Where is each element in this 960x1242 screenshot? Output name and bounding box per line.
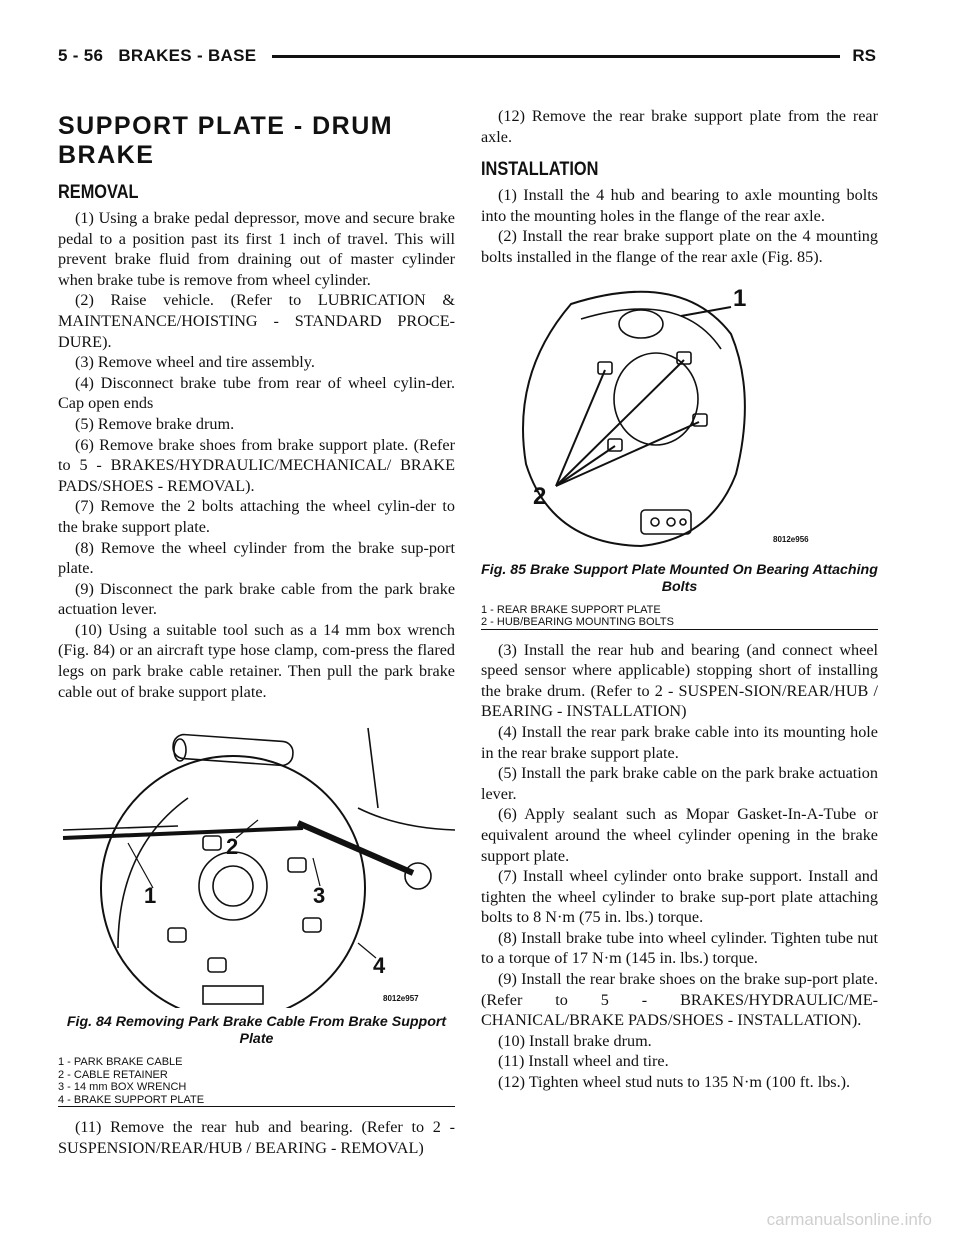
page-header: [58, 46, 876, 72]
removal-step: (11) Remove the rear hub and bearing. (Refer to 2 - SUSPENSION/REAR/HUB / BEARING - REMOVAL): [58, 1118, 455, 1157]
removal-heading: REMOVAL: [58, 182, 139, 203]
fig84-callout-4: 4: [373, 953, 386, 979]
fig85-callout-1: 1: [733, 284, 747, 312]
removal-step: (4) Disconnect brake tube from rear of wheel cylin-der. Cap open ends: [58, 373, 455, 413]
fig85-illustration: [481, 274, 878, 556]
fig85-legend-item: 1 - REAR BRAKE SUPPORT PLATE: [481, 603, 661, 616]
fig84-code: 8012e957: [383, 994, 419, 1004]
removal-step: (12) Remove the rear brake support plate from the rear axle.: [481, 107, 878, 146]
installation-step: (10) Install brake drum.: [498, 1031, 652, 1050]
fig84-legend: [58, 1056, 455, 1107]
fig85-code: 8012e956: [773, 534, 809, 544]
installation-step: (2) Install the rear brake support plate on the 4 mounting bolts installed in the flange of the rear axle (Fig. 85).: [481, 227, 878, 266]
fig84-illustration: [58, 708, 455, 1008]
removal-step: (1) Using a brake pedal depressor, move and secure brake pedal to a position past its first 1 inch of travel. This will prevent brake fluid from draining out of master cylinder when brake tube is remove from wheel cylinder.: [58, 209, 455, 289]
removal-step: (8) Remove the wheel cylinder from the brake sup-port plate.: [58, 538, 455, 578]
header-section: 5 - 56 BRAKES - BASE: [58, 46, 257, 65]
removal-step: (10) Using a suitable tool such as a 14 mm box wrench (Fig. 84) or an aircraft type hose clamp, com-press the flared legs on park brake cable retainer. Then pull the park brake cable out of brake support plate.: [58, 620, 455, 701]
removal-step: (2) Raise vehicle. (Refer to LUBRICATION & MAINTENANCE/HOISTING - STANDARD PROCE-DURE).: [58, 291, 455, 351]
fig84-callout-2: 2: [226, 834, 239, 860]
fig84-legend-item: 4 - BRAKE SUPPORT PLATE: [58, 1093, 205, 1106]
right-column: [481, 106, 878, 1093]
page-title: SUPPORT PLATE - DRUM BRAKE: [58, 112, 394, 169]
fig85-legend-item: 2 - HUB/BEARING MOUNTING BOLTS: [481, 616, 674, 629]
removal-step: (6) Remove brake shoes from brake support plate. (Refer to 5 - BRAKES/HYDRAULIC/MECHANICAL/ BRAKE PADS/SHOES - REMOVAL).: [58, 435, 455, 495]
figure-84: [58, 708, 455, 1107]
installation-step: (11) Install wheel and tire.: [498, 1052, 669, 1071]
fig84-callout-3: 3: [313, 883, 326, 909]
fig85-callout-2: 2: [533, 482, 547, 510]
removal-step: (3) Remove wheel and tire assembly.: [75, 353, 315, 372]
installation-step: (9) Install the rear brake shoes on the brake sup-port plate. (Refer to 5 - BRAKES/HYDRAULIC/ME-CHANICAL/BRAKE PADS/SHOES - INSTALLATION).: [481, 970, 878, 1030]
header-rule: [272, 55, 840, 58]
figure-85: [481, 274, 878, 630]
installation-step: (4) Install the rear park brake cable into its mounting hole in the rear brake support plate.: [481, 722, 878, 762]
left-column: [58, 108, 455, 1158]
fig84-caption: Fig. 84 Removing Park Brake Cable From Brake Support Plate: [66, 1014, 447, 1048]
fig84-callout-1: 1: [144, 883, 157, 909]
installation-step: (6) Apply sealant such as Mopar Gasket-In-A-Tube or equivalent around the wheel cylinder opening in the brake support plate.: [481, 805, 878, 865]
removal-step: (9) Disconnect the park brake cable from the park brake actuation lever.: [58, 579, 455, 619]
installation-heading: INSTALLATION: [481, 159, 599, 181]
fig84-legend-item: 1 - PARK BRAKE CABLE: [58, 1056, 183, 1069]
installation-step: (1) Install the 4 hub and bearing to axle mounting bolts into the mounting holes in the flange of the rear axle.: [481, 186, 878, 225]
removal-step: (7) Remove the 2 bolts attaching the wheel cylin-der to the brake support plate.: [58, 497, 455, 536]
removal-steps: [58, 208, 455, 702]
installation-step: (7) Install wheel cylinder onto brake support. Install and tighten the wheel cylinder to brake sup-port plate attaching bolts to 8 N·m (75 in. lbs.) torque.: [481, 867, 878, 927]
header-model: RS: [852, 46, 876, 65]
fig84-legend-item: 3 - 14 mm BOX WRENCH: [58, 1081, 187, 1094]
installation-step: (5) Install the park brake cable on the park brake actuation lever.: [481, 764, 878, 803]
fig85-caption: Fig. 85 Brake Support Plate Mounted On Bearing Attaching Bolts: [481, 561, 878, 595]
fig84-legend-item: 2 - CABLE RETAINER: [58, 1068, 168, 1081]
installation-step: (3) Install the rear hub and bearing (and connect wheel speed sensor where applicable) stopping short of installing the brake drum. (Refer to 2 - SUSPEN-SION/REAR/HUB / BEARING - INSTALLATION): [481, 640, 878, 721]
removal-step: (5) Remove brake drum.: [75, 414, 235, 433]
installation-step: (12) Tighten wheel stud nuts to 135 N·m (100 ft. lbs.).: [498, 1073, 851, 1092]
installation-step: (8) Install brake tube into wheel cylinder. Tighten tube nut to a torque of 17 N·m (145 in. lbs.) torque.: [481, 928, 878, 968]
watermark-link[interactable]: carmanualsonline.info: [766, 1210, 932, 1229]
fig85-legend: [481, 604, 878, 630]
